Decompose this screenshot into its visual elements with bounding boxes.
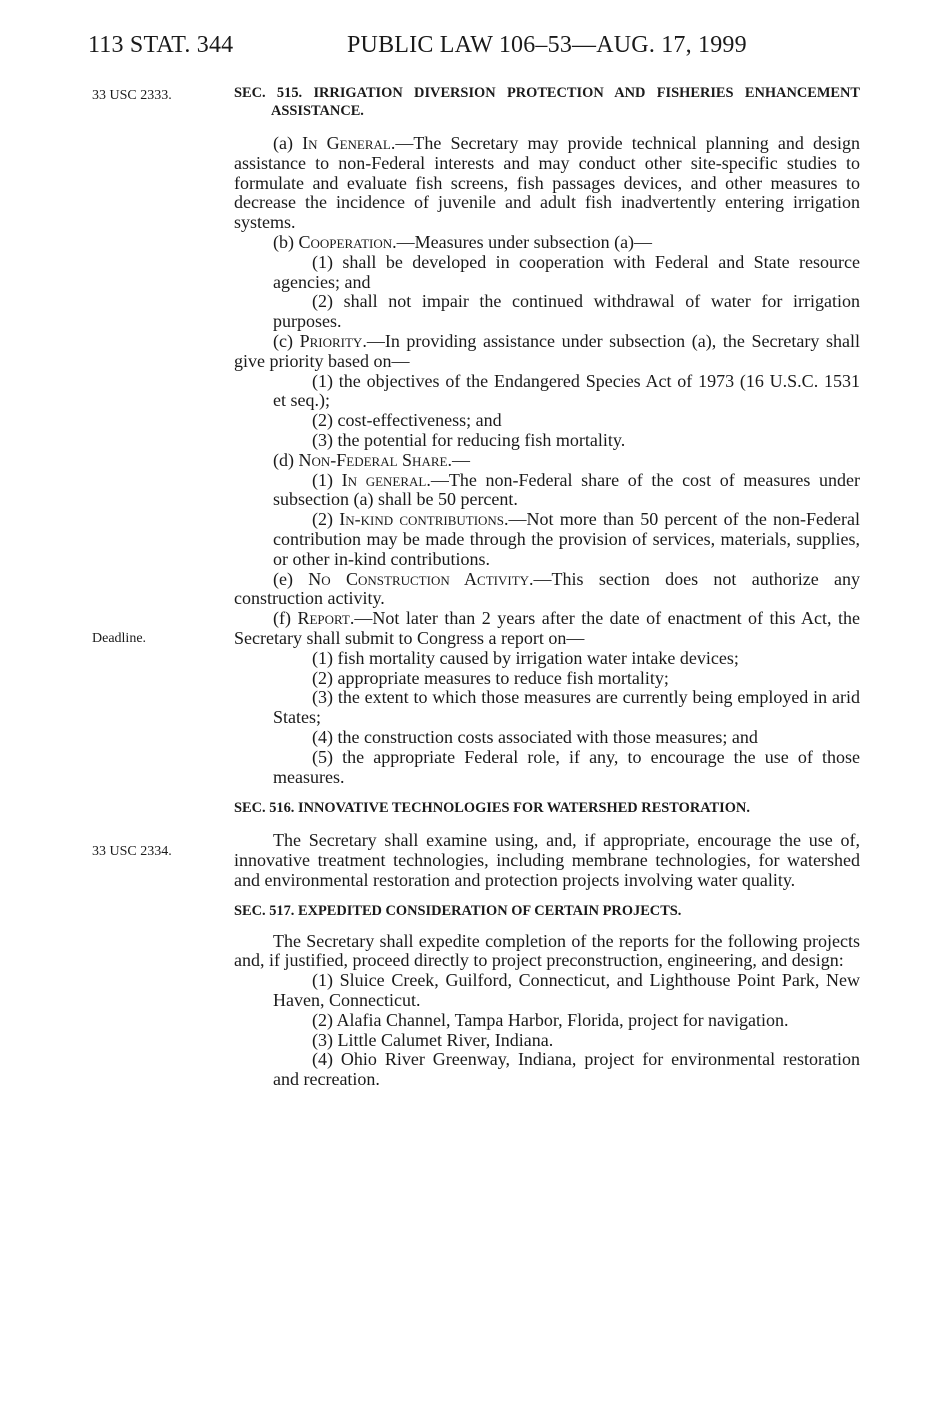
section-517-item-1: (1) Sluice Creek, Guilford, Connecticut, and Lighthouse Point Park, New Haven, Connecticut. <box>273 970 860 1011</box>
subsection-c-item-2: (2) cost-effectiveness; and <box>312 410 502 431</box>
subsection-d: (d) Non-Federal Share.— <box>273 449 470 470</box>
margin-note-usc-2334: 33 USC 2334. <box>92 844 172 859</box>
section-517-text: The Secretary shall expedite completion of the reports for the following projects and, if justified, proceed directly to project preconstruction, engineering, and design: <box>234 930 860 971</box>
subsection-b-item-1: (1) shall be developed in cooperation with Federal and State resource agencies; and <box>273 251 860 292</box>
section-516-text: The Secretary shall examine using, and, if appropriate, encourage the use of, innovative treatment technologies, including membrane technologies, for watershed and environmental restoration and protection projects involving water quality. <box>234 830 860 890</box>
section-517-item-4: (4) Ohio River Greenway, Indiana, project for environmental restoration and recreation. <box>273 1049 860 1090</box>
subsection-f-item-3: (3) the extent to which those measures are currently being employed in arid States; <box>273 687 860 728</box>
subsection-c-item-3: (3) the potential for reducing fish mortality. <box>312 429 626 450</box>
section-spacer <box>234 787 860 799</box>
section-spacer <box>234 891 860 902</box>
subsection-f-item-4: (4) the construction costs associated with those measures; and <box>312 726 758 747</box>
subsection-b-item-2: (2) shall not impair the continued withdrawal of water for irrigation purposes. <box>273 291 860 332</box>
section-516-heading: SEC. 516. INNOVATIVE TECHNOLOGIES FOR WATERSHED RESTORATION. <box>234 800 750 817</box>
margin-note-usc-2333: 33 USC 2333. <box>92 88 172 103</box>
law-reference: PUBLIC LAW 106–53—AUG. 17, 1999 <box>347 32 747 58</box>
subsection-f-item-1: (1) fish mortality caused by irrigation water intake devices; <box>312 647 739 668</box>
margin-note-deadline: Deadline. <box>92 631 147 646</box>
subsection-f: (f) Report.—Not later than 2 years after the date of enactment of this Act, the Secretary shall submit to Congress a report on— <box>234 608 860 648</box>
subsection-c: (c) Priority.—In providing assistance under subsection (a), the Secretary shall give priority based on— <box>234 330 861 371</box>
subsection-b: (b) Cooperation.—Measures under subsection (a)— <box>273 231 653 252</box>
subsection-f-item-2: (2) appropriate measures to reduce fish mortality; <box>312 667 669 688</box>
subsection-f-item-5: (5) the appropriate Federal role, if any, to encourage the use of those measures. <box>273 746 860 787</box>
subsection-e: (e) No Construction Activity.—This section does not authorize any construction activity. <box>234 568 860 609</box>
section-517-item-3: (3) Little Calumet River, Indiana. <box>312 1029 554 1050</box>
subsection-a: (a) In General.—The Secretary may provide technical planning and design assistance to non-Federal interests and may conduct other site-specific studies to formulate and evaluate fish screens, fish passages devices, and other measures to decrease the incidence of juvenile and adult fish inadvertently entering irrigation systems. <box>234 133 860 233</box>
subsection-d-item-2: (2) In-kind contributions.—Not more than 50 percent of the non-Federal contribution may be made through the provision of services, materials, supplies, or other in-kind contributions. <box>273 509 861 569</box>
stat-reference: 113 STAT. 344 <box>88 32 234 58</box>
subsection-d-item-1: (1) In general.—The non-Federal share of the cost of measures under subsection (a) shall be 50 percent. <box>273 469 860 510</box>
section-515-heading: SEC. 515. IRRIGATION DIVERSION PROTECTION AND FISHERIES ENHANCEMENT ASSISTANCE. <box>234 85 860 119</box>
section-517-heading: SEC. 517. EXPEDITED CONSIDERATION OF CERTAIN PROJECTS. <box>234 902 682 919</box>
page-header <box>88 32 868 62</box>
subsection-c-item-1: (1) the objectives of the Endangered Species Act of 1973 (16 U.S.C. 1531 et seq.); <box>273 370 860 411</box>
document-body <box>234 84 860 1090</box>
section-517-item-2: (2) Alafia Channel, Tampa Harbor, Florida, project for navigation. <box>312 1009 789 1030</box>
